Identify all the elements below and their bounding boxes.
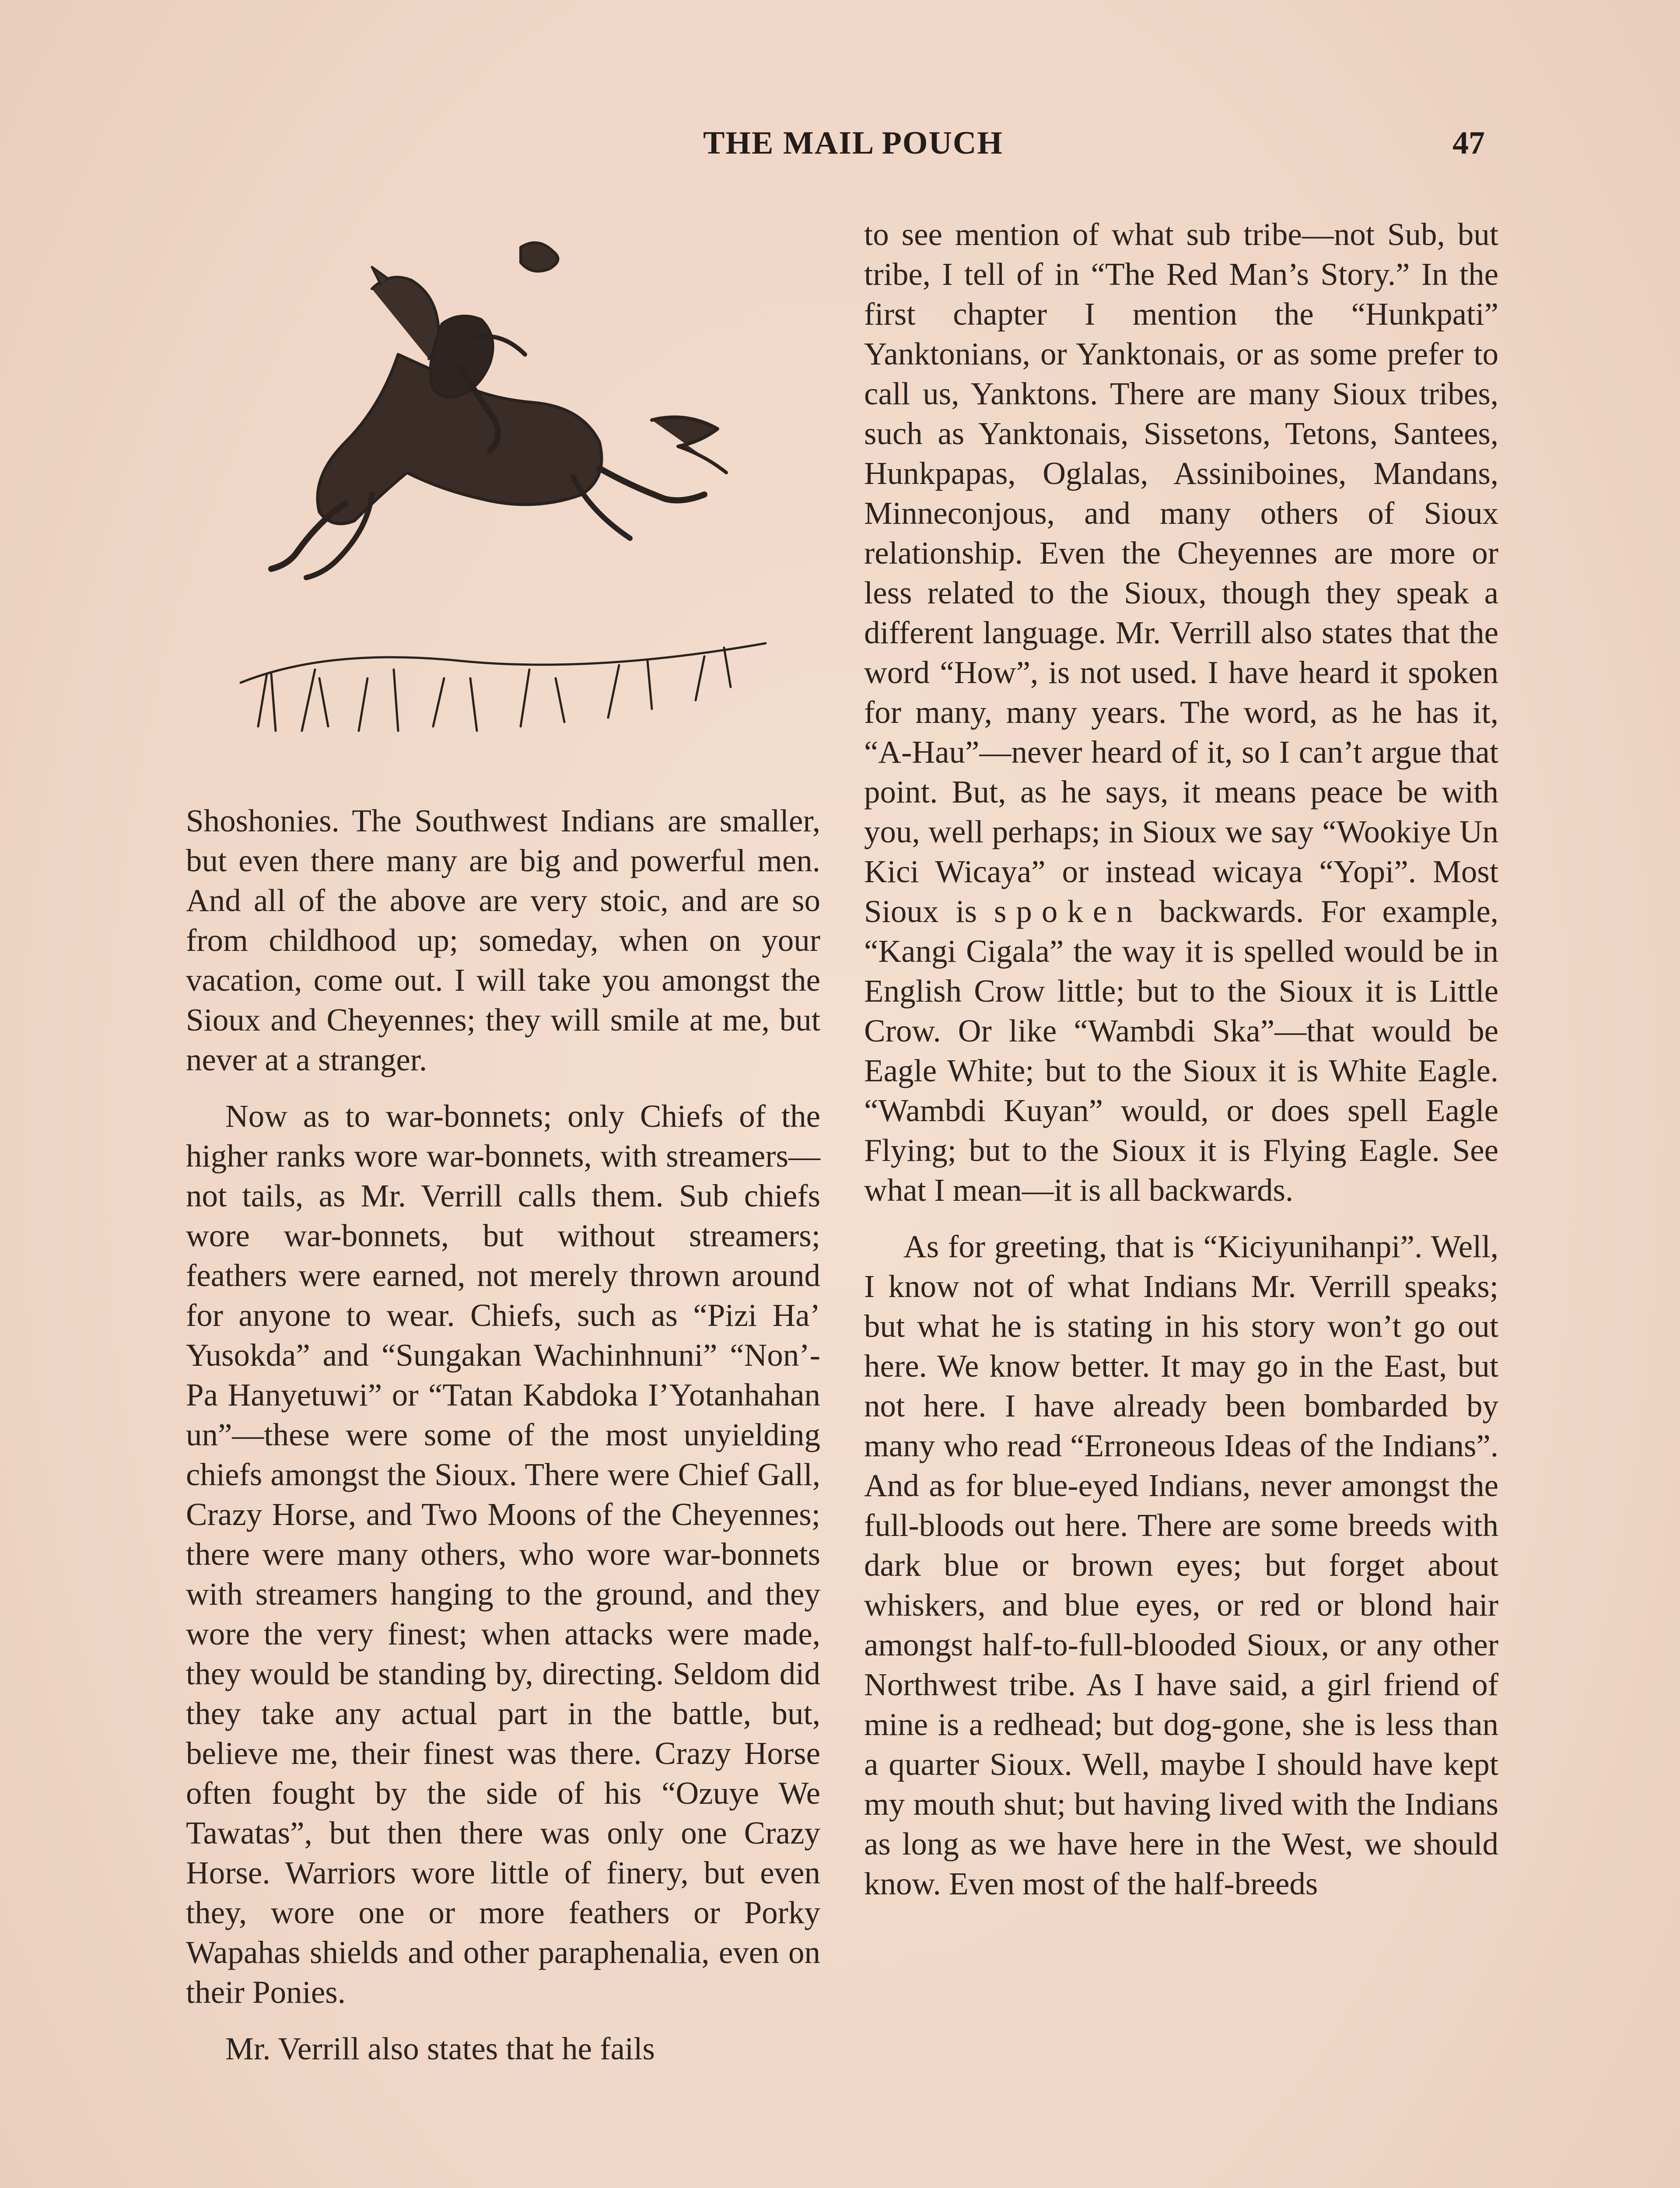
- paragraph: Mr. Verrill also states that he fails: [225, 2031, 655, 2066]
- paragraph: Shoshonies. The Southwest Indians are smaller, but even there many are big and powerful men. And all of the above are very stoic, and are so from childhood up; someday, when on your vacation, come out. I will take you amongst the Sioux and Cheyennes; they will smile at me, but never at a stranger.: [186, 803, 820, 1077]
- left-column: [186, 801, 820, 2069]
- right-column: [864, 214, 1498, 1904]
- paragraph: [864, 214, 1498, 1210]
- paragraph: As for greeting, that is “Kiciyunihanpi”. Well, I know not of what Indians Mr. Verrill speaks; but what he is stating in his story won’t go out here. We know better. It may go in the East, but not here. I have already been bombarded by many who read “Erroneous Ideas of the Indians”. And as for blue-eyed Indians, never amongst the full-bloods out here. There are some breeds with dark blue or brown eyes; but forget about whiskers, and blue eyes, or red or blond hair amongst half-to-full-blooded Sioux, or any other Northwest tribe. As I have said, a girl friend of mine is a redhead; but dog-gone, she is less than a quarter Sioux. Well, maybe I should have kept my mouth shut; but having lived with the Indians as long as we have here in the West, we should know. Even most of the half-breeds: [864, 1229, 1498, 1901]
- paragraph: Now as to war-bonnets; only Chiefs of the higher ranks wore war-bonnets, with streamers—not tails, as Mr. Verrill calls them. Sub chiefs wore war-bonnets, but without streamers; feathers were earned, not merely thrown around for anyone to wear. Chiefs, such as “Pizi Ha’ Yusokda” and “Sungakan Wachinhnuni” “Non’-Pa Hanyetuwi” or “Tatan Kabdoka I’Yotanhahan un”—these were some of the most unyielding chiefs amongst the Sioux. There were Chief Gall, Crazy Horse, and Two Moons of the Cheyennes; there were many others, who wore war-bonnets with streamers hanging to the ground, and they wore the very finest; when attacks were made, they would be standing by, directing. Seldom did they take any actual part in the battle, but, believe me, their finest was there. Crazy Horse often fought by the side of his “Ozuye We Tawatas”, but then there was only one Crazy Horse. Warriors wore little of finery, but even they, wore one or more feathers or Porky Wapahas shields and other paraphenalia, even on their Ponies.: [186, 1098, 820, 2010]
- spaced-word: spoken: [994, 894, 1142, 929]
- running-head: THE MAIL POUCH: [703, 125, 1003, 161]
- paragraph-text: to see mention of what sub tribe—not Sub, but tribe, I tell of in “The Red Man’s Story.” In the first chapter I mention the “Hunkpati” Yanktonians, or Yanktonais, or as some prefer to call us, Yanktons. There are many Sioux tribes, such as Yanktonais, Sissetons, Tetons, Santees, Hunkpapas, Oglalas, Assiniboines, Mandans, Minneconjous, and many others of Sioux relationship. Even the Cheyennes are more or less related to the Sioux, though they speak a different language. Mr. Verrill also states that the word “How”, is not used. I have heard it spoken for many, many years. The word, as he has it, “A-Hau”—never heard of it, so I can’t argue that point. But, as he says, it means peace be with you, well perhaps; in Sioux we say “Wookiye Un Kici Wicaya” or instead wicaya “Yopi”. Most Sioux is: [864, 217, 1498, 929]
- paragraph-text: backwards. For example, “Kangi Cigala” the way it is spelled would be in English Crow little; but to the Sioux it is Little Crow. Or like “Wambdi Ska”—that would be Eagle White; but to the Sioux it is White Eagle. “Wambdi Kuyan” would, or does spell Eagle Flying; but to the Sioux it is Flying Eagle. See what I mean—it is all backwards.: [864, 894, 1499, 1208]
- page-number: 47: [1452, 125, 1485, 161]
- horse-rider-illustration: [214, 223, 783, 770]
